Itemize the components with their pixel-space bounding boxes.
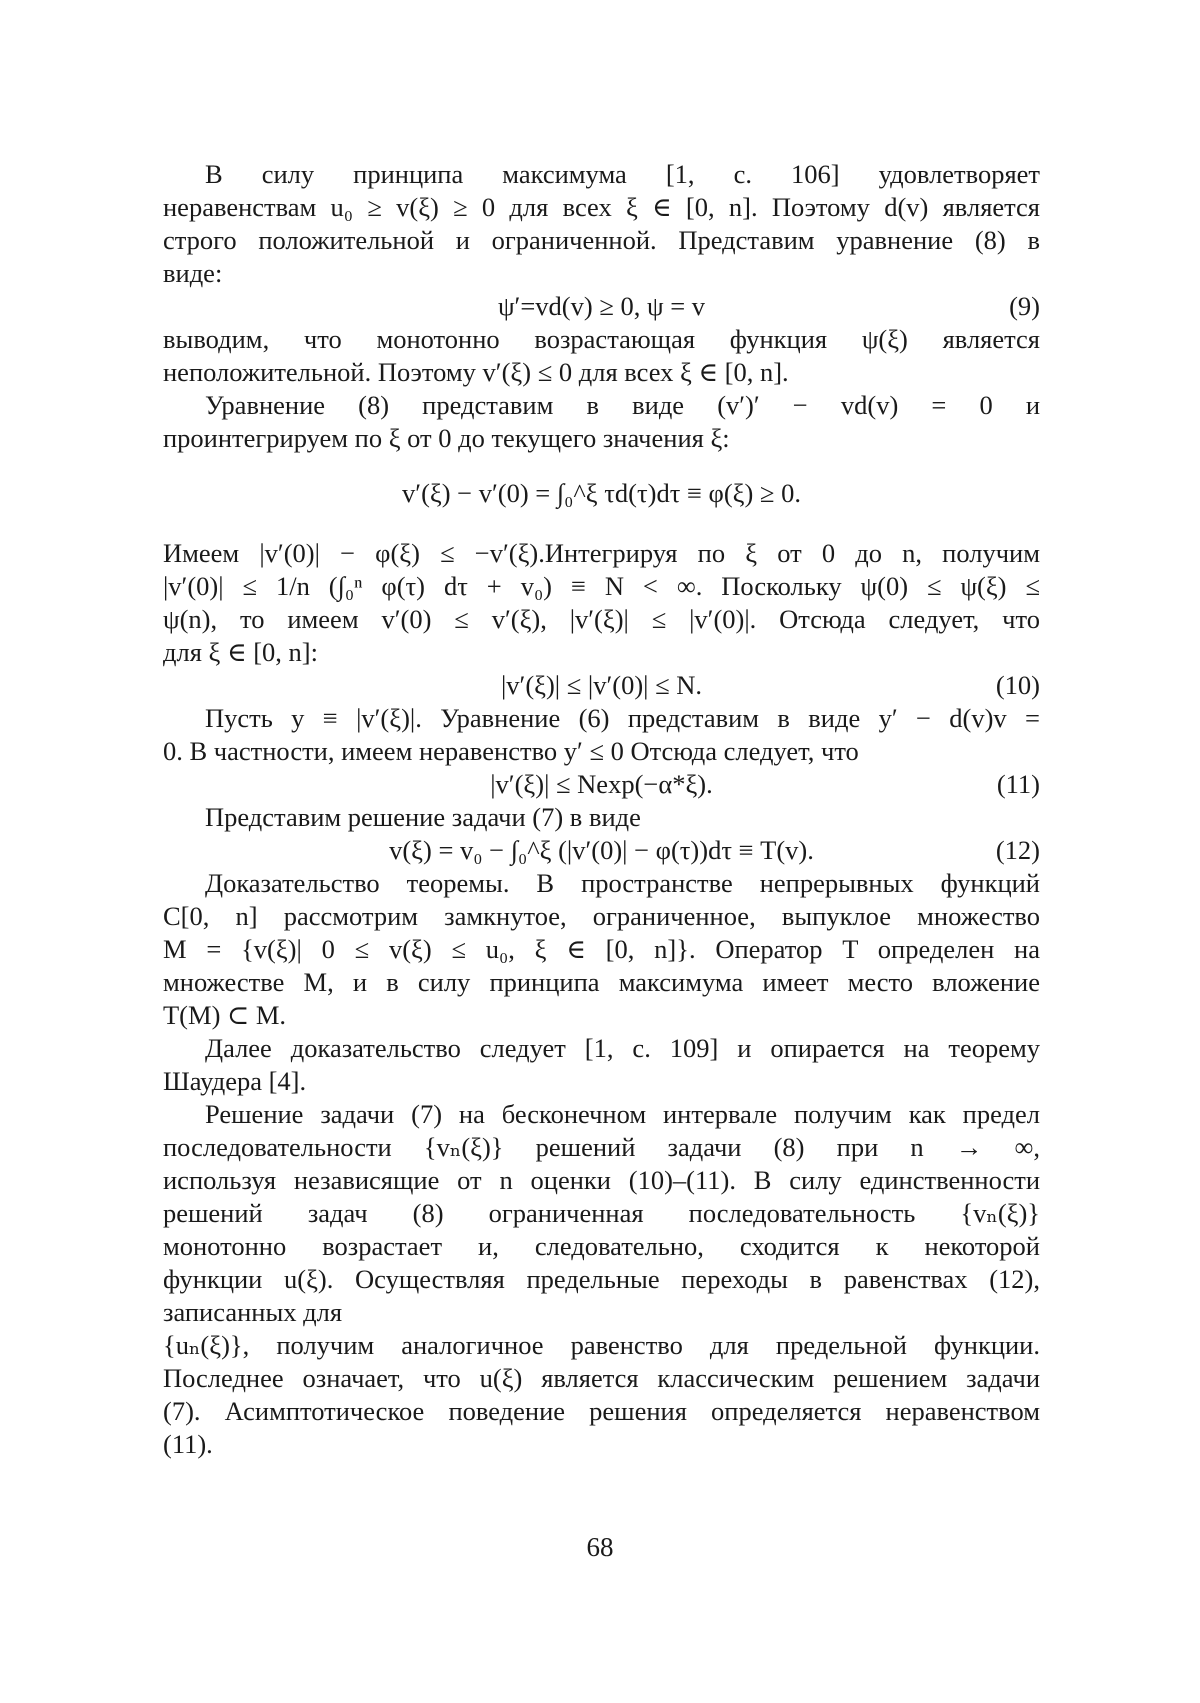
text-line: (11). bbox=[163, 1429, 213, 1459]
text-line: выводим, что монотонно возрастающая функция ψ(ξ) является bbox=[163, 324, 1040, 354]
text-line: строго положительной и ограниченной. Представим уравнение (8) в bbox=[163, 225, 1040, 255]
text-line: для ξ ∈ [0, n]: bbox=[163, 637, 318, 667]
equation-10 bbox=[163, 669, 1040, 702]
text-line: Имеем |v′(0)| − φ(ξ) ≤ −v′(ξ).Интегрируя по ξ от 0 до n, получим bbox=[163, 538, 1040, 568]
text-line: Представим решение задачи (7) в виде bbox=[205, 802, 641, 832]
equation-body: v(ξ) = v₀ − ∫₀^ξ (|v′(0)| − φ(τ))dτ ≡ T(v). bbox=[389, 835, 814, 865]
text-line: 0. В частности, имеем неравенство y′ ≤ 0 Отсюда следует, что bbox=[163, 736, 859, 766]
equation-12 bbox=[163, 834, 1040, 867]
text-line: неравенствам u₀ ≥ v(ξ) ≥ 0 для всех ξ ∈ [0, n]. Поэтому d(v) является bbox=[163, 192, 1040, 222]
text-line: Уравнение (8) представим в виде (v′)′ − vd(v) = 0 и bbox=[205, 390, 1040, 420]
equation-11 bbox=[163, 768, 1040, 801]
text-line: виде: bbox=[163, 258, 223, 288]
text-line: используя независящие от n оценки (10)–(11). В силу единственности bbox=[163, 1165, 1040, 1195]
text-line: Решение задачи (7) на бесконечном интервале получим как предел bbox=[205, 1099, 1040, 1129]
body-text bbox=[163, 158, 1040, 1461]
text-line: M = {v(ξ)| 0 ≤ v(ξ) ≤ u₀, ξ ∈ [0, n]}. Оператор T определен на bbox=[163, 934, 1040, 964]
text-line: записанных для bbox=[163, 1297, 343, 1327]
text-line: проинтегрируем по ξ от 0 до текущего значения ξ: bbox=[163, 423, 730, 453]
equation-body: ψ′=vd(v) ≥ 0, ψ = v bbox=[497, 291, 706, 321]
equation-number: (11) bbox=[996, 769, 1040, 799]
equation-integral bbox=[163, 455, 1040, 537]
equation-body: |v′(ξ)| ≤ Nexp(−α*ξ). bbox=[490, 769, 713, 799]
text-line: монотонно возрастает и, следовательно, сходится к некоторой bbox=[163, 1231, 1040, 1261]
equation-number: (12) bbox=[995, 835, 1040, 865]
text-line: (7). Асимптотическое поведение решения определяется неравенством bbox=[163, 1396, 1040, 1426]
text-line: |v′(0)| ≤ 1/n (∫₀ⁿ φ(τ) dτ + v₀) ≡ N < ∞. Поскольку ψ(0) ≤ ψ(ξ) ≤ bbox=[163, 571, 1040, 601]
equation-body: |v′(ξ)| ≤ |v′(0)| ≤ N. bbox=[500, 670, 703, 700]
text-line: Последнее означает, что u(ξ) является классическим решением задачи bbox=[163, 1363, 1040, 1393]
text-line: Шаудера [4]. bbox=[163, 1066, 307, 1096]
text-line: последовательности {vₙ(ξ)} решений задачи (8) при n → ∞, bbox=[163, 1132, 1040, 1162]
text-line: Далее доказательство следует [1, с. 109] и опирается на теорему bbox=[205, 1033, 1040, 1063]
page-number: 68 bbox=[586, 1532, 614, 1562]
text-line: неположительной. Поэтому v′(ξ) ≤ 0 для всех ξ ∈ [0, n]. bbox=[163, 357, 789, 387]
equation-body: v′(ξ) − v′(0) = ∫₀^ξ τd(τ)dτ ≡ φ(ξ) ≥ 0. bbox=[402, 478, 801, 508]
text-line: В силу принципа максимума [1, с. 106] удовлетворяет bbox=[205, 159, 1040, 189]
text-line: функции u(ξ). Осуществляя предельные переходы в равенствах (12), bbox=[163, 1264, 1040, 1294]
text-line: множестве M, и в силу принципа максимума имеет место вложение bbox=[163, 967, 1040, 997]
text-line: Пусть y ≡ |v′(ξ)|. Уравнение (6) представим в виде y′ − d(v)v = bbox=[205, 703, 1040, 733]
text-line: решений задач (8) ограниченная последовательность {vₙ(ξ)} bbox=[163, 1198, 1040, 1228]
text-line: Доказательство теоремы. В пространстве непрерывных функций bbox=[205, 868, 1040, 898]
text-line: {uₙ(ξ)}, получим аналогичное равенство для предельной функции. bbox=[163, 1330, 1040, 1360]
text-line: C[0, n] рассмотрим замкнутое, ограниченное, выпуклое множество bbox=[163, 901, 1040, 931]
equation-number: (9) bbox=[1009, 291, 1040, 321]
equation-number: (10) bbox=[995, 670, 1040, 700]
equation-9 bbox=[163, 290, 1040, 323]
text-line: ψ(n), то имеем v′(0) ≤ v′(ξ), |v′(ξ)| ≤ |v′(0)|. Отсюда следует, что bbox=[163, 604, 1040, 634]
text-line: T(M) ⊂ M. bbox=[163, 1000, 287, 1030]
